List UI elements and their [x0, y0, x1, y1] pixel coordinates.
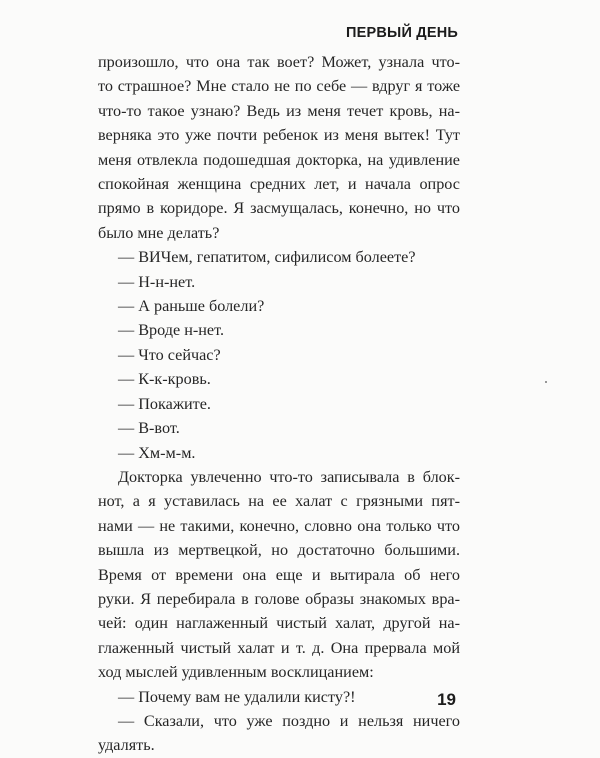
text-line: верняка это уже почти ребенок из меня вытек! Тут — [98, 126, 460, 145]
dialogue-line: — А раньше болели? — [118, 297, 265, 316]
text-line: что-то такое узнаю? Ведь из меня течет кровь, на- — [98, 101, 460, 120]
dialogue-line: — Вроде н-нет. — [118, 321, 225, 340]
text-line: Время от времени она еще и вытирала об него — [98, 565, 460, 584]
text-line: руки. Я перебирала в голове образы знакомых вра- — [98, 589, 460, 608]
text-line: спокойная женщина средних лет, и начала опрос — [98, 175, 460, 194]
body-text — [98, 50, 460, 758]
dialogue-line: — Что сейчас? — [118, 345, 221, 364]
dialogue-line: — Хм-м-м. — [118, 443, 196, 462]
dialogue-line: — Покажите. — [118, 394, 211, 413]
dialogue-line: — К-к-кровь. — [118, 370, 211, 389]
scan-speck — [545, 381, 547, 383]
dialogue-line: — В-вот. — [118, 419, 180, 438]
text-line: чей: один наглаженный чистый халат, другой на- — [98, 614, 460, 633]
page-number: 19 — [437, 690, 456, 709]
text-line: глаженный чистый халат и т. д. Она прервала мой — [98, 638, 460, 657]
text-line: меня отвлекла подошедшая докторка, на удивление — [98, 150, 460, 169]
text-line: удалять. — [98, 736, 155, 755]
dialogue-line: — ВИЧем, гепатитом, сифилисом болеете? — [118, 248, 416, 267]
text-line: нами — не такими, конечно, словно она только что — [98, 516, 460, 535]
running-head: ПЕРВЫЙ ДЕНЬ — [346, 25, 458, 41]
text-line: нот, а я уставилась на ее халат с грязными пят- — [98, 492, 460, 511]
text-line: прямо в коридоре. Я засмущалась, конечно, но что — [98, 199, 460, 218]
dialogue-line: — Почему вам не удалили кисту?! — [118, 687, 356, 706]
text-line: Докторка увлеченно что-то записывала в блок- — [118, 467, 460, 486]
text-line: произошло, что она так воет? Может, узнала что- — [98, 53, 460, 71]
dialogue-line: — Сказали, что уже поздно и нельзя ничего — [118, 711, 460, 730]
text-line: ход мыслей удивленным восклицанием: — [98, 663, 374, 682]
text-line: было мне делать? — [98, 223, 220, 242]
text-line: вышла из мертвецкой, но достаточно большими. — [98, 541, 460, 560]
text-line: то страшное? Мне стало не по себе — вдруг я тоже — [98, 77, 460, 96]
dialogue-line: — Н-н-нет. — [118, 272, 196, 291]
